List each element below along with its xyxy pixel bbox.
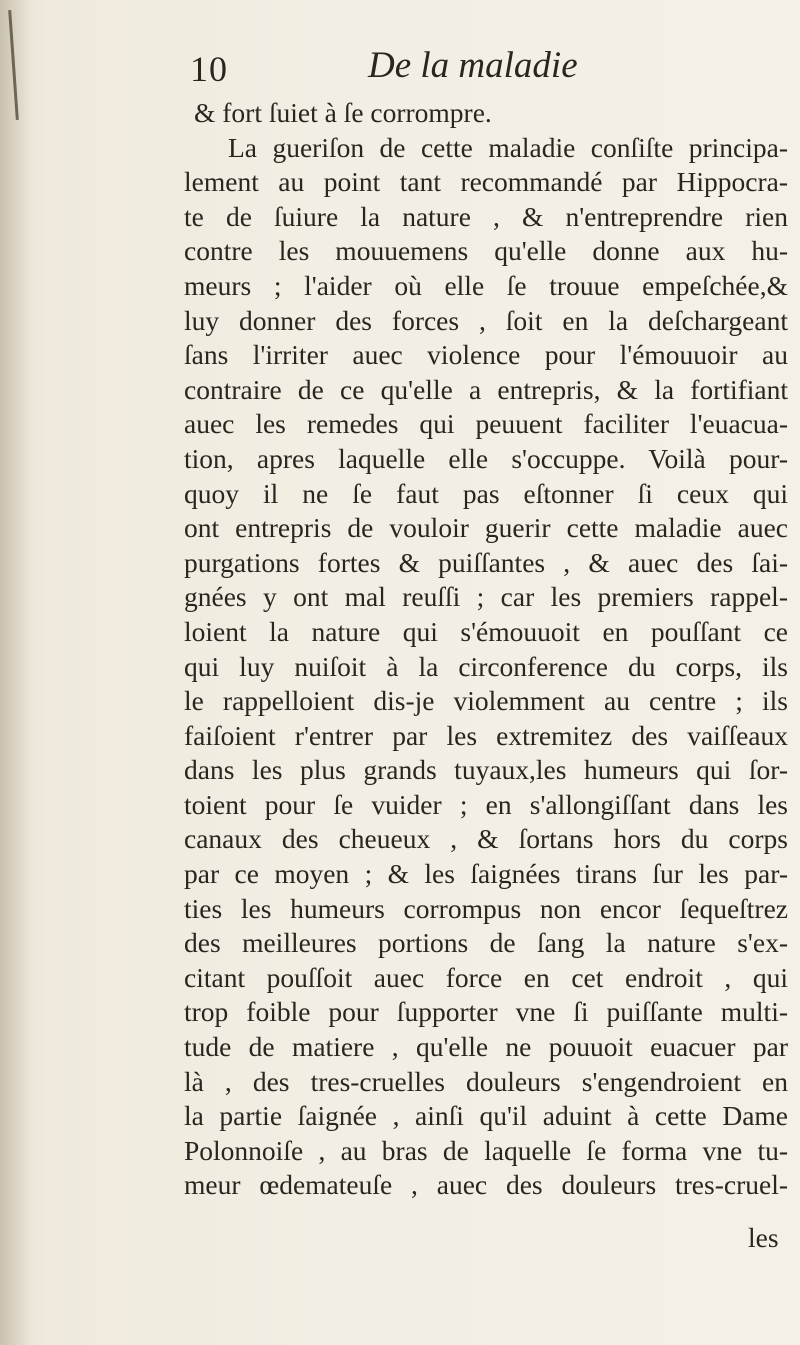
page-gutter <box>0 0 30 1345</box>
text-line: des meilleures portions de ſang la nature s'ex- <box>184 927 788 959</box>
text-line: trop foible pour ſupporter vne ſi puiſſante multi- <box>184 996 788 1028</box>
text-line: par ce moyen ; & les ſaignées tirans ſur les par- <box>184 858 788 890</box>
text-line: faiſoient r'entrer par les extremitez des vaiſſeaux <box>184 719 788 751</box>
page-number: 10 <box>190 49 228 89</box>
text-line: te de ſuiure la nature , & n'entreprendre rien <box>184 200 788 232</box>
text-line: Polonnoiſe , au bras de laquelle ſe forma vne tu- <box>184 1134 788 1166</box>
text-line: tude de matiere , qu'elle ne pouuoit euacuer par <box>184 1031 788 1063</box>
text-line: canaux des cheueux , & ſortans hors du corps <box>184 823 788 855</box>
text-line: ſans l'irriter auec violence pour l'émouuoir au <box>184 339 788 371</box>
text-line: La gueriſon de cette maladie conſiſte principa- <box>228 131 788 163</box>
text-line: le rappelloient dis-je violemment au centre ; ils <box>184 685 788 717</box>
text-line: luy donner des forces , ſoit en la deſchargeant <box>184 304 788 336</box>
text-line: qui luy nuiſoit à la circonference du corps, ils <box>184 650 788 682</box>
text-line: meur œdemateuſe , auec des douleurs tres-cruel- <box>184 1169 788 1201</box>
text-line: lement au point tant recommandé par Hippocra- <box>184 166 788 198</box>
text-line: purgations fortes & puiſſantes , & auec des ſai- <box>184 546 788 578</box>
body-text <box>184 96 788 1203</box>
text-line: gnées y ont mal reuſſi ; car les premiers rappel- <box>184 581 788 613</box>
page-header <box>190 44 630 94</box>
text-line: citant pouſſoit auec force en cet endroit , qui <box>184 961 788 993</box>
text-line: la partie ſaignée , ainſi qu'il aduint à cette Dame <box>184 1100 788 1132</box>
text-line: auec les remedes qui peuuent faciliter l'euacua- <box>184 408 788 440</box>
text-line: là , des tres-cruelles douleurs s'engendroient en <box>184 1065 788 1097</box>
text-line: loient la nature qui s'émouuoit en pouſſant ce <box>184 615 788 647</box>
text-line: meurs ; l'aider où elle ſe trouue empeſchée,& <box>184 269 788 301</box>
text-line: tion, apres laquelle elle s'occuppe. Voilà pour- <box>184 442 788 474</box>
catchword: les <box>748 1222 779 1253</box>
text-line: contre les mouuemens qu'elle donne aux hu- <box>184 235 788 267</box>
text-line: quoy il ne ſe faut pas eſtonner ſi ceux qui <box>184 477 788 509</box>
text-line: dans les plus grands tuyaux,les humeurs qui ſor- <box>184 754 788 786</box>
text-line: contraire de ce qu'elle a entrepris, & la fortifiant <box>184 373 788 405</box>
text-line: ont entrepris de vouloir guerir cette maladie auec <box>184 512 788 544</box>
text-line: & fort ſuiet à ſe corrompre. <box>194 97 492 128</box>
text-line: toient pour ſe vuider ; en s'allongiſſant dans les <box>184 788 788 820</box>
text-line: ties les humeurs corrompus non encor ſequeſtrez <box>184 892 788 924</box>
running-title: De la maladie <box>368 45 578 86</box>
